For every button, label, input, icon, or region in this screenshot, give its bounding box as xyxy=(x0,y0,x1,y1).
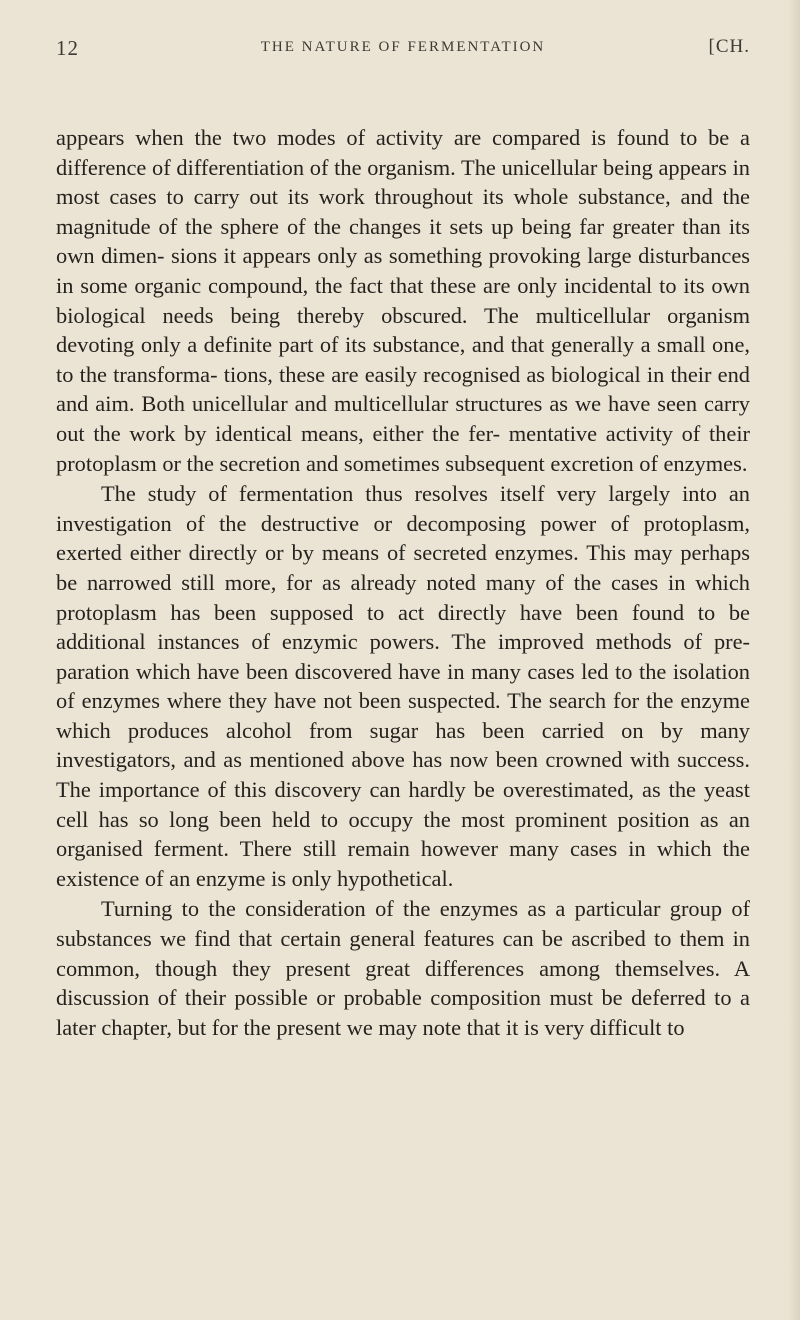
page-edge-shadow xyxy=(788,0,800,1320)
running-header xyxy=(56,36,750,72)
body-text xyxy=(56,123,750,1042)
page-number: 12 xyxy=(56,36,79,60)
chapter-mark: [CH. xyxy=(708,36,750,57)
paragraph-enzymes-features: Turning to the consideration of the enzymes as a particular group of substances we find that certain general features can be ascribed to them in common, though they present great differences among themselves. A discussion of their possible or probable composition must be deferred to a later chapter, but for the present we may note that it is very difficult to xyxy=(56,896,750,1040)
paragraph-study-of-fermentation: The study of fermentation thus resolves itself very largely into an investigation of the destructive or decomposing power of protoplasm, exerted either directly or by means of secreted enzymes. This may perhaps be narrowed still more, for as already noted many of the cases in which protoplasm has been supposed to act directly have been found to be additional instances of enzymic powers. The improved methods of pre- paration which have been discovered have in many cases led to the isolation of enzymes where they have not been suspected. The search for the enzyme which produces alcohol from sugar has been carried on by many investigators, and as mentioned above has now been crowned with success. The importance of this discovery can hardly be overestimated, as the yeast cell has so long been held to occupy the most prominent position as an organised ferment. There still remain however many cases in which the existence of an enzyme is only hypothetical. xyxy=(56,481,750,891)
paragraph-continuation: appears when the two modes of activity are compared is found to be a difference of differentiation of the organism. The unicellular being appears in most cases to carry out its work throughout its whole substance, and the magnitude of the sphere of the changes it sets up being far greater than its own dimen- sions it appears only as something provoking large disturbances in some organic compound, the fact that these are only incidental to its own biological needs being thereby obscured. The multicellular organism devoting only a definite part of its substance, and that generally a small one, to the transforma- tions, these are easily recognised as biological in their end and aim. Both unicellular and multicellular structures as we have seen carry out the work by identical means, either the fer- mentative activity of their protoplasm or the secretion and sometimes subsequent excretion of enzymes. xyxy=(56,125,750,476)
running-title: THE NATURE OF FERMENTATION xyxy=(260,39,546,55)
